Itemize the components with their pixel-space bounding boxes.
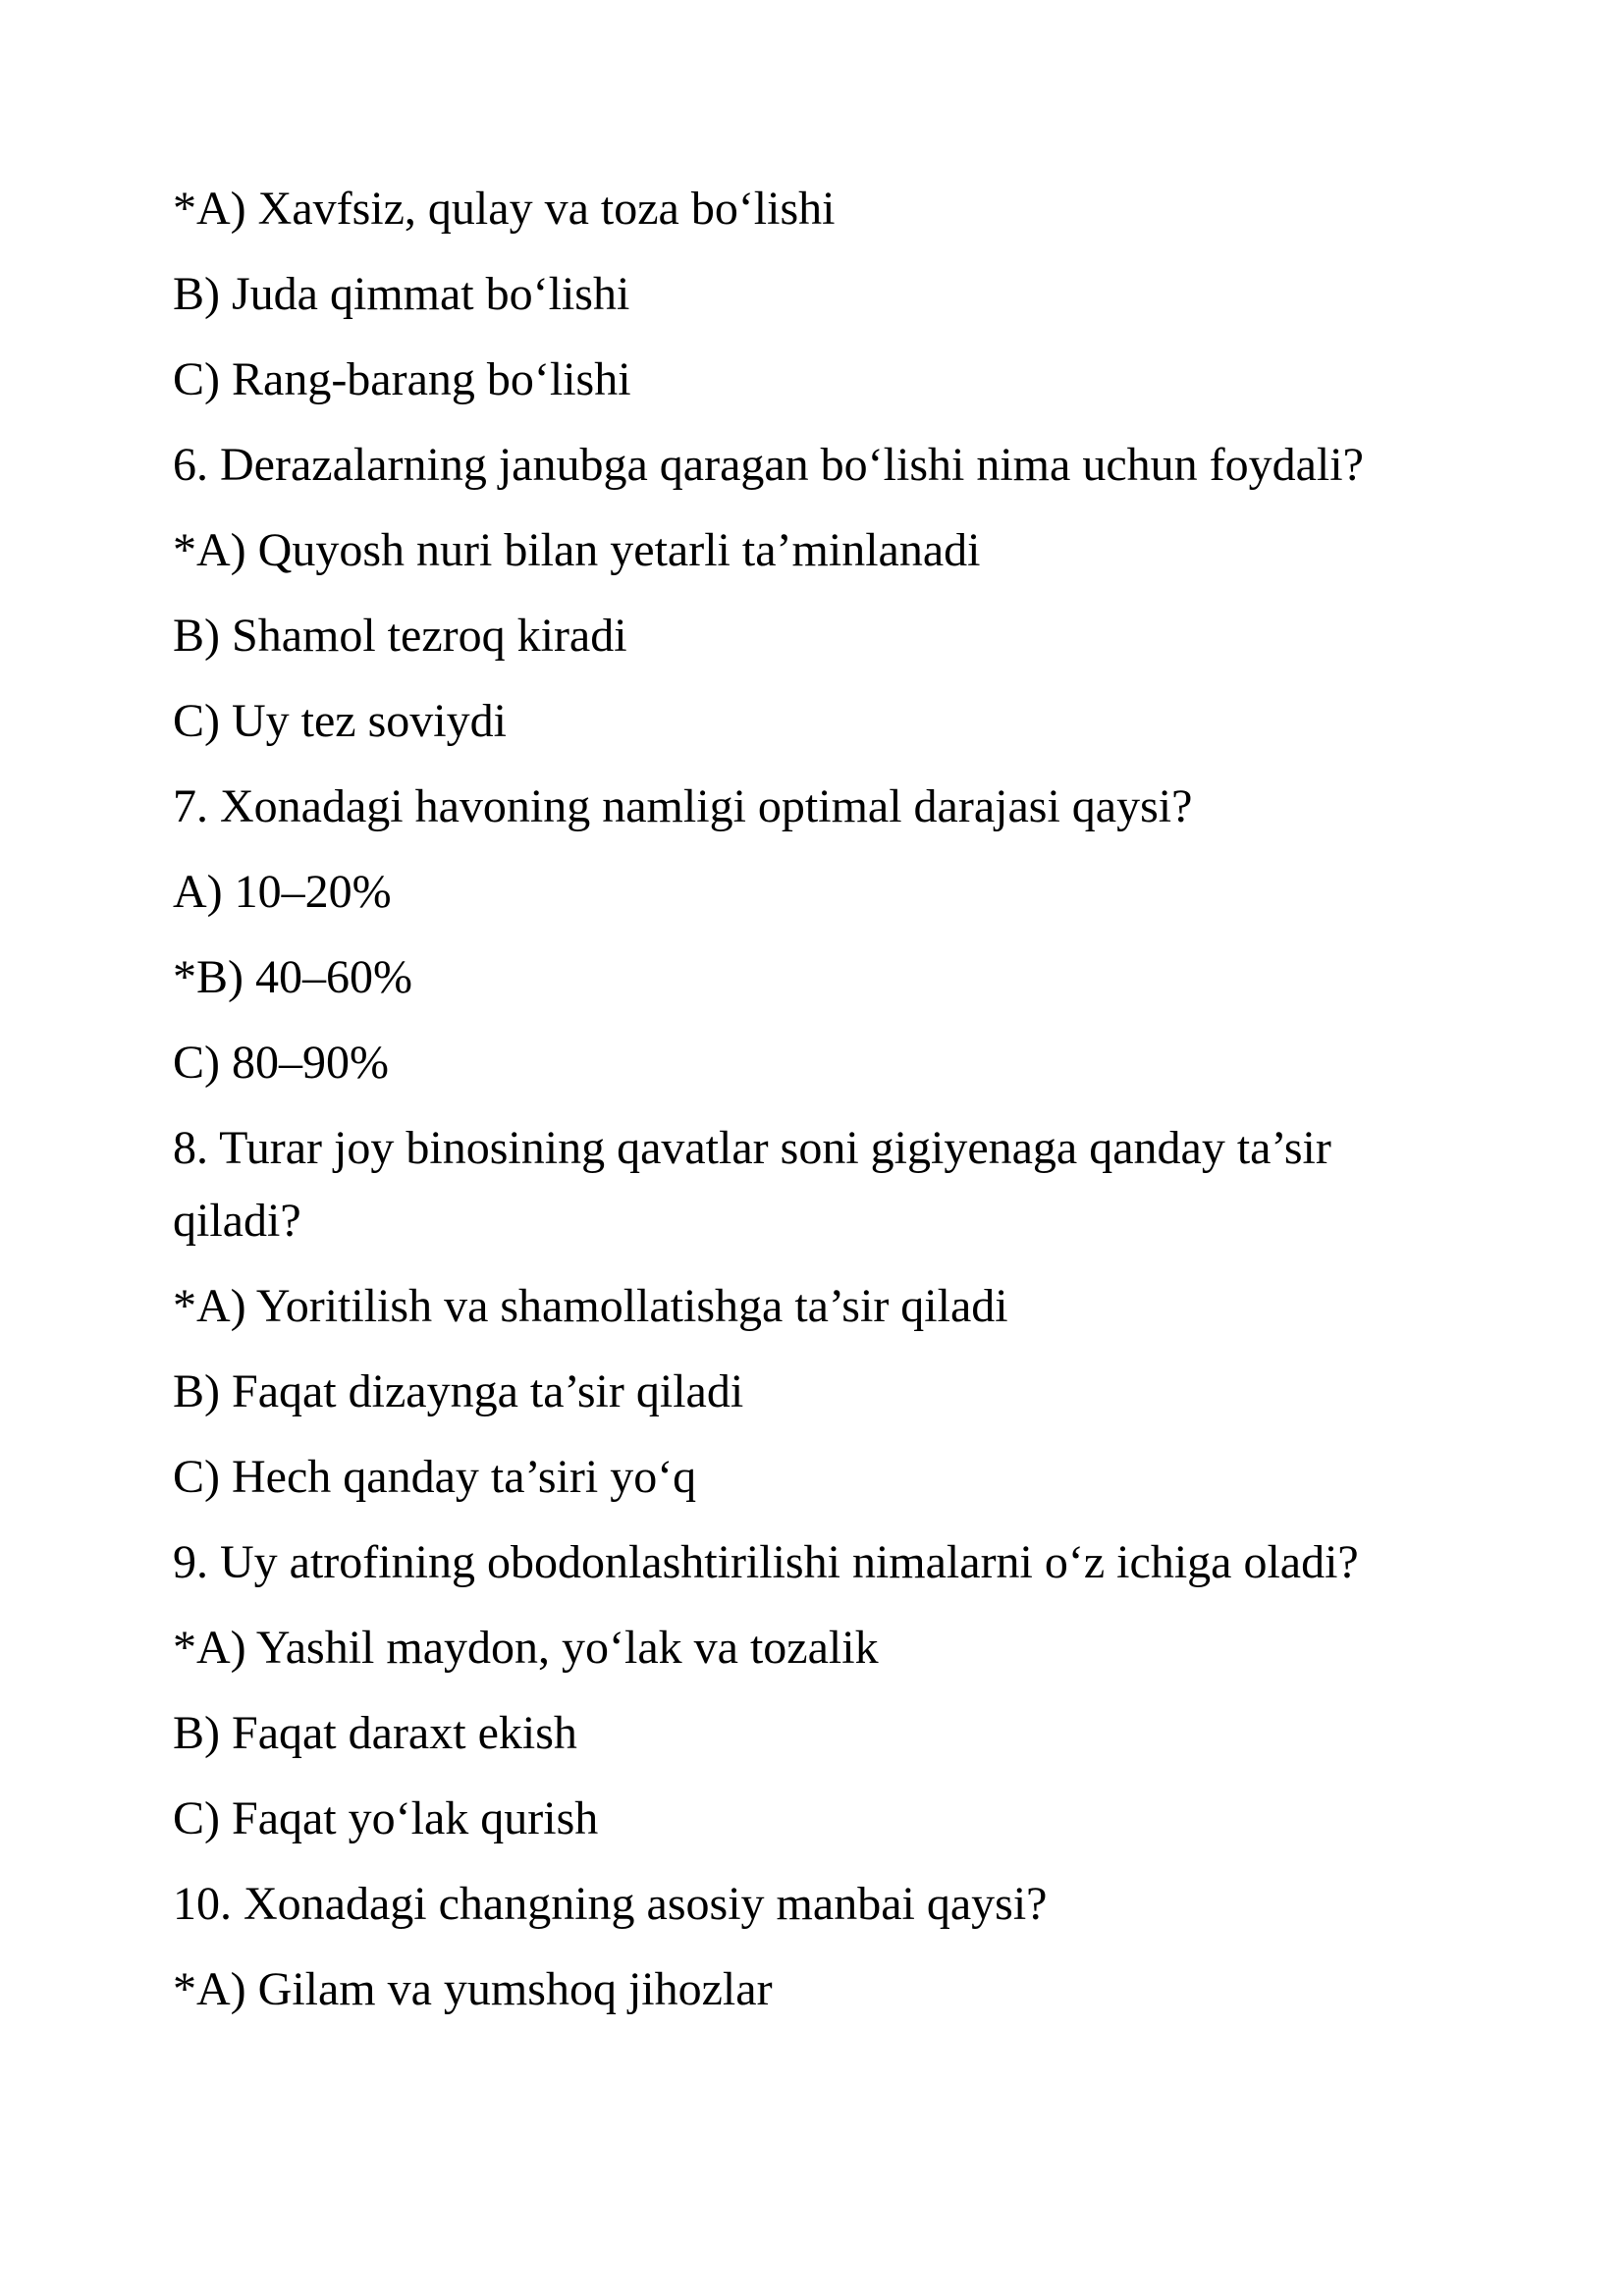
answer-option: *A) Gilam va yumshoq jihozlar — [173, 1963, 773, 2015]
answer-option: C) Uy tez soviydi — [173, 695, 507, 747]
answer-option: B) Faqat dizaynga ta’sir qiladi — [173, 1365, 744, 1417]
answer-option: B) Shamol tezroq kiradi — [173, 610, 627, 662]
answer-option: A) 10–20% — [173, 866, 392, 918]
question-7: 7. Xonadagi havoning namligi optimal darajasi qaysi? — [173, 780, 1193, 832]
question-6: 6. Derazalarning janubga qaragan bo‘lishi nima uchun foydali? — [173, 439, 1364, 491]
answer-option: *A) Yoritilish va shamollatishga ta’sir qiladi — [173, 1280, 1008, 1332]
answer-option: C) Rang-barang bo‘lishi — [173, 353, 631, 405]
answer-option: B) Juda qimmat bo‘lishi — [173, 268, 630, 320]
answer-option: C) Hech qanday ta’siri yo‘q — [173, 1451, 697, 1503]
document-content — [173, 173, 1449, 2039]
answer-option: *B) 40–60% — [173, 951, 412, 1003]
answer-option: C) Faqat yo‘lak qurish — [173, 1792, 599, 1844]
answer-option: C) 80–90% — [173, 1037, 389, 1089]
answer-option: *A) Xavfsiz, qulay va toza bo‘lishi — [173, 183, 836, 235]
answer-option: B) Faqat daraxt ekish — [173, 1707, 577, 1759]
question-10: 10. Xonadagi changning asosiy manbai qaysi? — [173, 1878, 1048, 1930]
question-8: 8. Turar joy binosining qavatlar soni gigiyenaga qanday ta’sir qiladi? — [173, 1122, 1331, 1247]
answer-option: *A) Yashil maydon, yo‘lak va tozalik — [173, 1622, 879, 1674]
answer-option: *A) Quyosh nuri bilan yetarli ta’minlanadi — [173, 524, 981, 576]
question-9: 9. Uy atrofining obodonlashtirilishi nimalarni o‘z ichiga oladi? — [173, 1536, 1359, 1588]
